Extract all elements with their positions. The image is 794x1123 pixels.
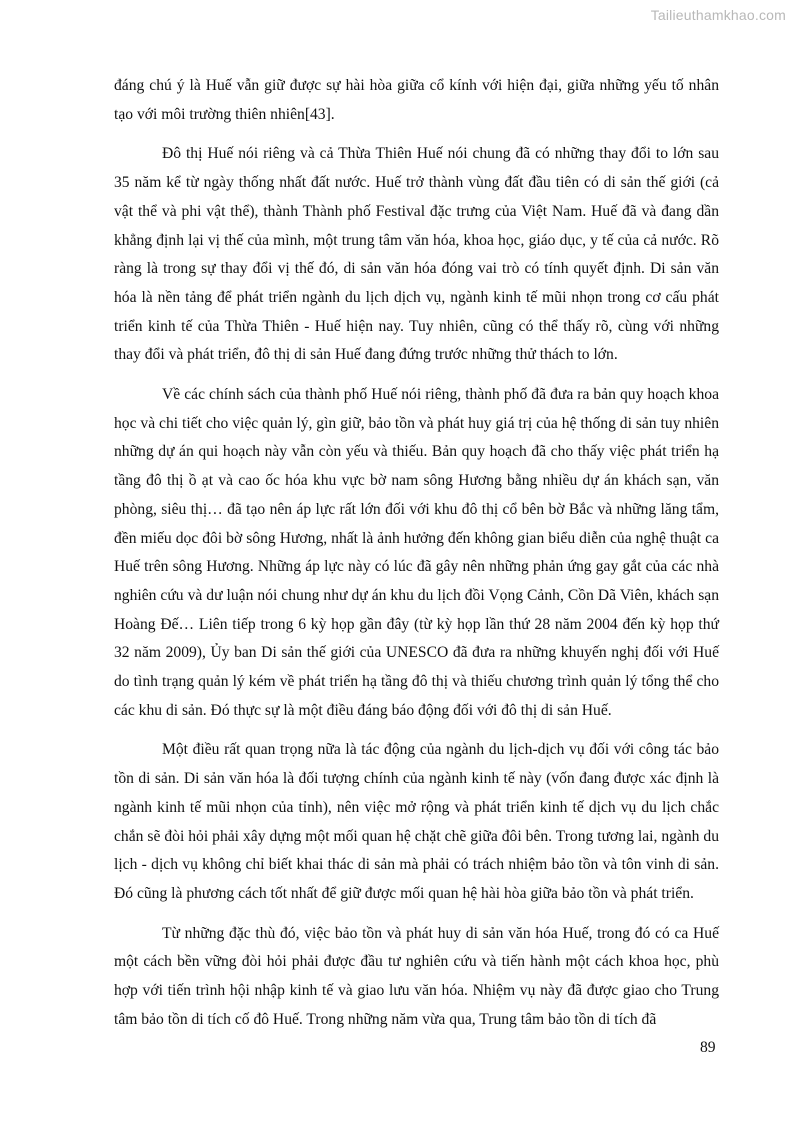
page-number: 89 bbox=[700, 1039, 716, 1056]
paragraph-tourism-impact: Một điều rất quan trọng nữa là tác động của ngành du lịch-dịch vụ đối với công tác bảo tồn di sản. Di sản văn hóa là đối tượng chính của ngành kinh tế này (vốn đang được xác định là ngành kinh tế mũi nhọn của tỉnh), nên việc mở rộng và phát triển kinh tế dịch vụ du lịch chắc chắn sẽ đòi hỏi phải xây dựng một mối quan hệ chặt chẽ giữa đôi bên. Trong tương lai, ngành du lịch - dịch vụ không chỉ biết khai thác di sản mà phải có trách nhiệm bảo tồn và tôn vinh di sản. Đó cũng là phương cách tốt nhất để giữ được mối quan hệ hài hòa giữa bảo tồn và phát triển. bbox=[114, 741, 719, 902]
page-body bbox=[114, 72, 719, 1046]
watermark: Tailieuthamkhao.com bbox=[650, 7, 786, 23]
paragraph-continuation: đáng chú ý là Huế vẫn giữ được sự hài hòa giữa cổ kính với hiện đại, giữa những yếu tố nhân tạo với môi trường thiên nhiên[43]. bbox=[114, 77, 719, 123]
paragraph-preservation: Từ những đặc thù đó, việc bảo tồn và phát huy di sản văn hóa Huế, trong đó có ca Huế một cách bền vững đòi hỏi phải được đầu tư nghiên cứu và tiến hành một cách khoa học, phù hợp với tiến trình hội nhập kinh tế và giao lưu văn hóa. Nhiệm vụ này đã được giao cho Trung tâm bảo tồn di tích cố đô Huế. Trong những năm vừa qua, Trung tâm bảo tồn di tích đã bbox=[114, 924, 719, 1028]
paragraph-hue-changes: Đô thị Huế nói riêng và cả Thừa Thiên Huế nói chung đã có những thay đổi to lớn sau 35 năm kể từ ngày thống nhất đất nước. Huế trở thành vùng đất đầu tiên có di sản thế giới (cả vật thể và phi vật thể), thành Thành phố Festival đặc trưng của Việt Nam. Huế đã và đang dần khẳng định lại vị thế của mình, một trung tâm văn hóa, khoa học, giáo dục, y tế của cả nước. Rõ ràng là trong sự thay đổi vị thế đó, di sản văn hóa đóng vai trò có tính quyết định. Di sản văn hóa là nền tảng để phát triển ngành du lịch dịch vụ, ngành kinh tế mũi nhọn trong cơ cấu phát triển kinh tế của Thừa Thiên - Huế hiện nay. Tuy nhiên, cũng có thể thấy rõ, cùng với những thay đổi và phát triển, đô thị di sản Huế đang đứng trước những thử thách to lớn. bbox=[114, 145, 719, 364]
paragraph-city-policies: Về các chính sách của thành phố Huế nói riêng, thành phố đã đưa ra bản quy hoạch khoa học và chi tiết cho việc quản lý, gìn giữ, bảo tồn và phát huy giá trị của hệ thống di sản tuy nhiên những dự án qui hoạch này vẫn còn yếu và thiếu. Bản quy hoạch đã cho thấy việc phát triển hạ tầng đô thị ồ ạt và cao ốc hóa khu vực bờ nam sông Hương bằng nhiều dự án khách sạn, văn phòng, siêu thị… đã tạo nên áp lực rất lớn đối với khu đô thị cổ bên bờ Bắc và những lăng tẩm, đền miếu dọc đôi bờ sông Hương, nhất là ảnh hưởng đến không gian biểu diễn của nghệ thuật ca Huế trên sông Hương. Những áp lực này có lúc đã gây nên những phản ứng gay gắt của các nhà nghiên cứu và dư luận nói chung như dự án khu du lịch đồi Vọng Cảnh, Cồn Dã Viên, khách sạn Hoàng Đế… Liên tiếp trong 6 kỳ họp gần đây (từ kỳ họp lần thứ 28 năm 2004 đến kỳ họp thứ 32 năm 2009), Ủy ban Di sản thế giới của UNESCO đã đưa ra những khuyến nghị đối với Huế do tình trạng quản lý kém về phát triển hạ tầng đô thị và thiếu chương trình quản lý tổng thể cho các khu di sản. Đó thực sự là một điều đáng báo động đối với đô thị di sản Huế. bbox=[114, 386, 719, 719]
